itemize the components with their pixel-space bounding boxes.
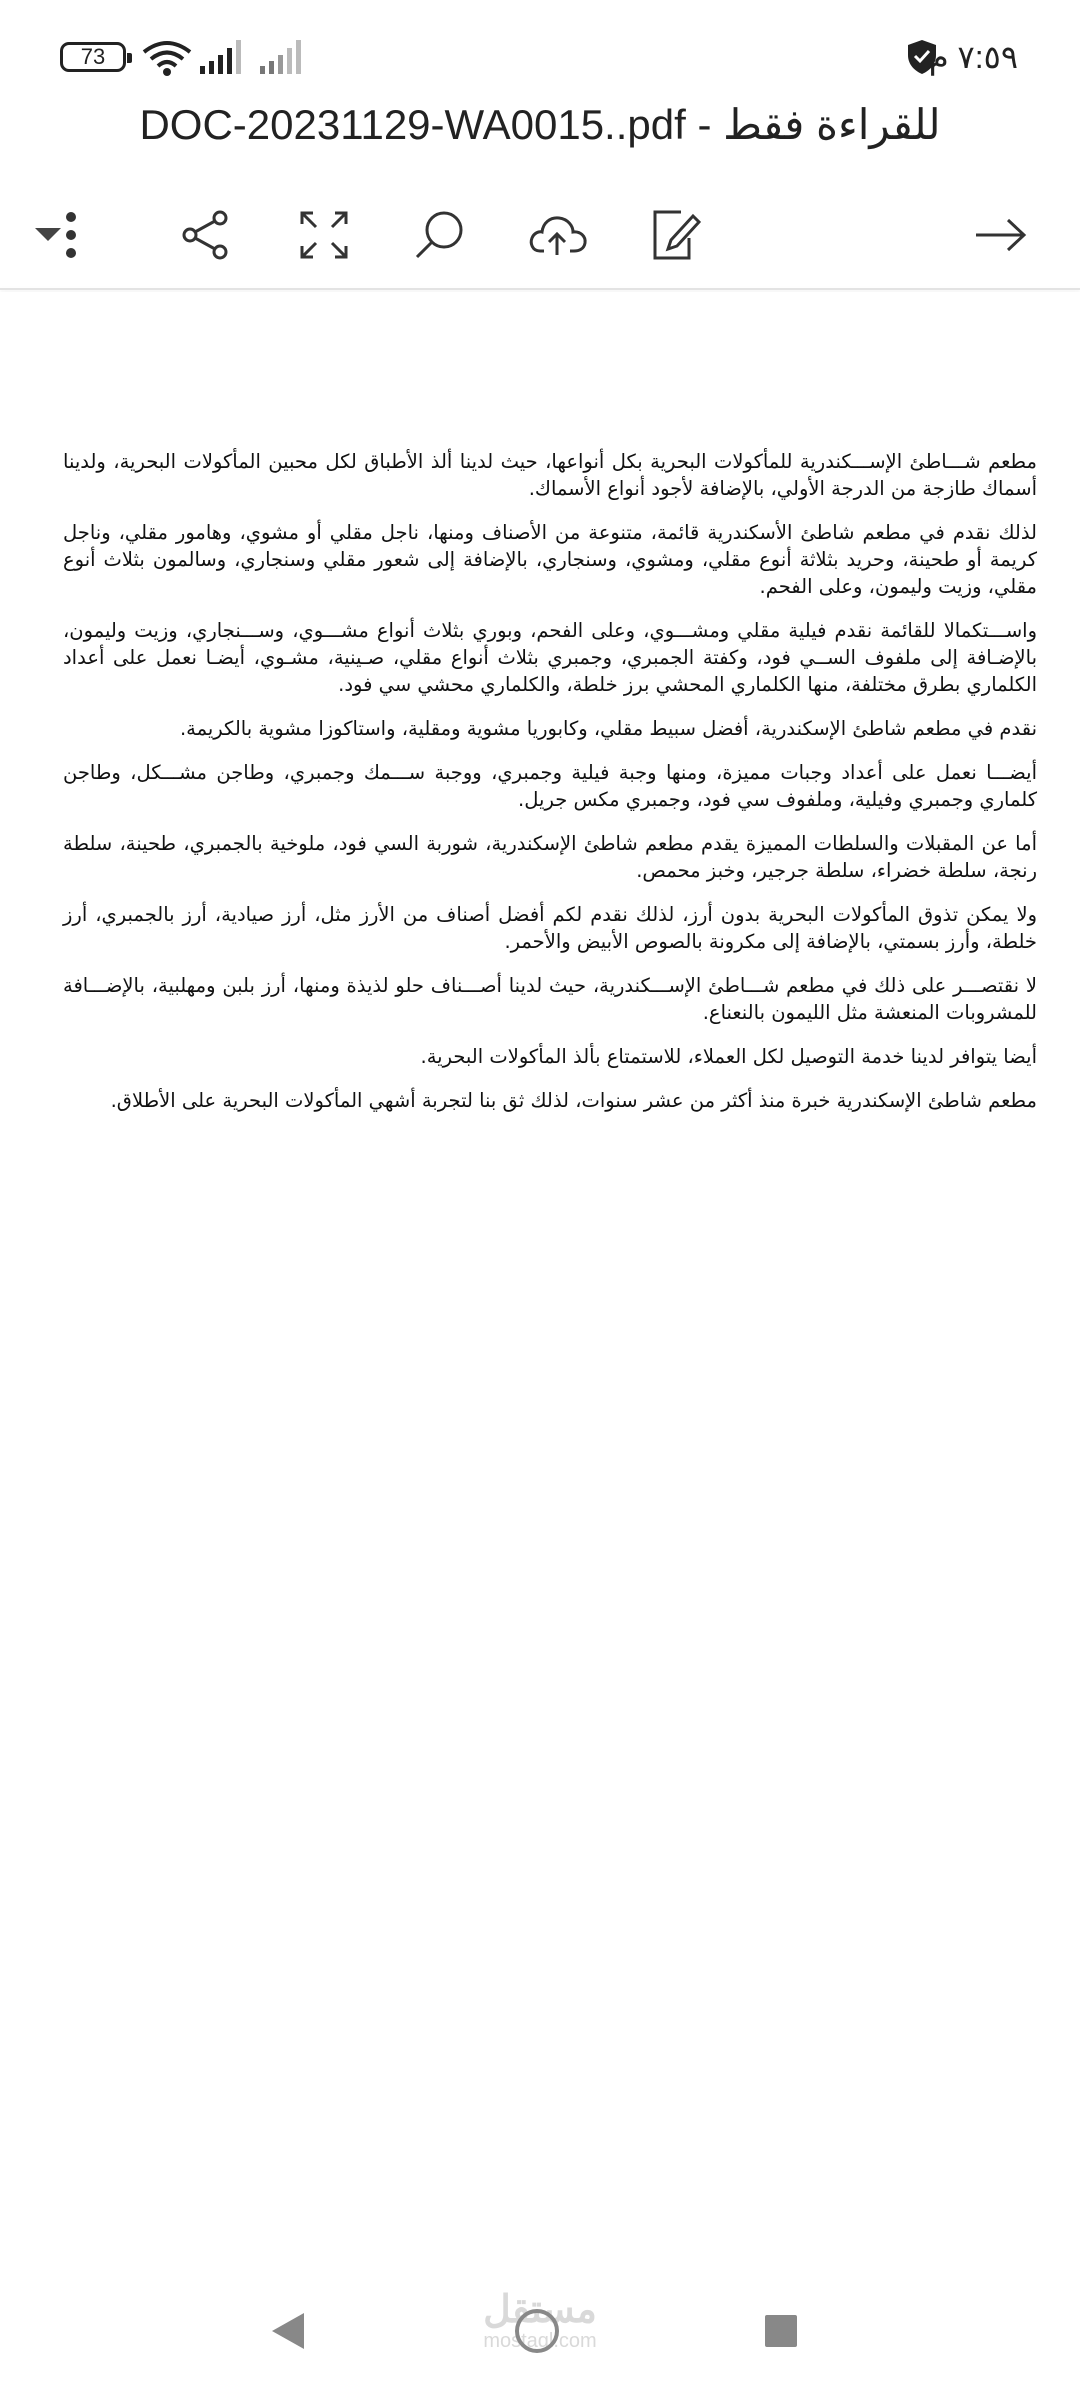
wifi-icon [140, 38, 194, 78]
dropdown-arrow-icon [35, 228, 61, 242]
back-button[interactable] [218, 2262, 358, 2400]
navigation-bar [0, 2262, 1080, 2400]
back-icon [270, 2311, 306, 2351]
paragraph: أيضـــا نعمل على أعداد وجبات مميزة، ومنها وجبة فيلية وجمبري، ووجبة ســـمك وجمبري، وطاجن مشـــكل، وطاجن كلماري وجمبري وفيلية، وملفوف سي فود، وجمبري مكس جريل. [63, 761, 1037, 811]
fullscreen-icon [299, 210, 349, 260]
paragraph: أيضا يتوافر لدينا خدمة التوصيل لكل العملاء، للاستمتاع بألذ المأكولات البحرية. [420, 1045, 1037, 1068]
watermark-latin: mostaql.com [483, 2330, 597, 2352]
recents-icon [764, 2314, 798, 2348]
fullscreen-button[interactable] [279, 180, 369, 290]
document-content [63, 448, 1037, 1131]
signal-icon [200, 40, 248, 74]
share-button[interactable] [161, 180, 251, 290]
paragraph: مطعم شاطئ الإسكندرية خبرة منذ أكثر من عشر سنوات، لذلك ثق بنا لتجربة أشهي المأكولات البحرية على الأطلاق. [110, 1089, 1037, 1112]
cloud-upload-button[interactable] [513, 180, 603, 290]
recents-button[interactable] [711, 2262, 851, 2400]
cloud-upload-icon [528, 213, 588, 257]
paragraph: لذلك نقدم في مطعم شاطئ الأسكندرية قائمة، متنوعة من الأصناف ومنها، ناجل مقلي أو مشوي، وهامور مقلي، وناجل كريمة أو طحينة، وحريد بثلاثة أنوع مقلي، ومشوي، وسنجاري، بالإضافة إلى شعور مقلي وسنجاري، وسالمون بثلاث أنوع مقلي، وزيت وليمون، وعلى الفحم. [63, 521, 1037, 598]
battery-level: 73 [80, 44, 106, 69]
document-title: DOC-20231129-WA0015..pdf - للقراءة فقط [139, 101, 941, 148]
battery-icon [60, 42, 126, 72]
edit-icon [651, 208, 701, 262]
paragraph: أما عن المقبلات والسلطات المميزة يقدم مطعم شاطئ الإسكندرية، شوربة السي فود، ملوخية بالجمبري، طحينة، سلطة رنجة، سلطة خضراء، سلطة جرجير، وخبز محمص. [63, 832, 1037, 882]
status-bar [0, 0, 1080, 110]
share-icon [180, 209, 232, 261]
paragraph: نقدم في مطعم شاطئ الإسكندرية، أفضل سبيط مقلي، وكابوريا مشوية ومقلية، واستاكوزا مشوية بالكريمة. [179, 717, 1037, 740]
paragraph: ولا يمكن تذوق المأكولات البحرية بدون أرز، لذلك نقدم لكم أفضل أصناف من الأرز مثل، أرز صيادية، أرز بالجمبري، أرز خلطة، وأرز بسمتي، بالإضافة إلى مكرونة بالصوص الأبيض والأحمر. [63, 903, 1037, 953]
home-button[interactable] [467, 2262, 607, 2400]
watermark-arabic: مستقل [483, 2289, 597, 2331]
document-page[interactable] [0, 292, 1080, 2282]
home-icon [513, 2307, 561, 2355]
forward-button[interactable] [956, 180, 1046, 290]
edit-button[interactable] [631, 180, 721, 290]
signal-icon [260, 40, 308, 74]
paragraph: مطعم شـــاطئ الإســـكندرية للمأكولات البحرية بكل أنواعها، حيث لدينا ألذ الأطباق لكل محبين المأكولات البحرية، ولدينا أسماك طازجة من الدرجة الأولي، بالإضافة لأجود أنواع الأسماك. [63, 450, 1037, 500]
search-button[interactable] [395, 180, 485, 290]
search-icon [414, 209, 466, 261]
arrow-forward-icon [974, 215, 1028, 255]
paragraph: واســـتكمالا للقائمة نقدم فيلية مقلي ومشـــوي، وعلى الفحم، وبوري بثلاث أنواع مشـــوي، وســـنجاري، وزيت وليمون، بالإضـافة إلى ملفوف الســي فود، وكفتة الجمبري، وجمبري بثلاث أنواع مقلي، صـينية، مشـوي، أيضـا نعمل على أعداد الكلماري بطرق مختلفة، منها الكلماري المحشي برز خلطة، والكلماري محشي سي فود. [63, 619, 1037, 696]
dropdown-button[interactable] [28, 180, 68, 290]
toolbar-divider [0, 288, 1080, 290]
status-time: ٧:٥٩ م [928, 39, 1018, 75]
toolbar [0, 180, 1080, 290]
paragraph: لا نقتصـــر على ذلك في مطعم شـــاطئ الإســـكندرية، حيث لدينا أصـــناف حلو لذيذة ومنها، أرز بلبن ومهلبية، بالإضـــافة للمشروبات المنعشة مثل الليمون بالنعناع. [63, 974, 1037, 1024]
